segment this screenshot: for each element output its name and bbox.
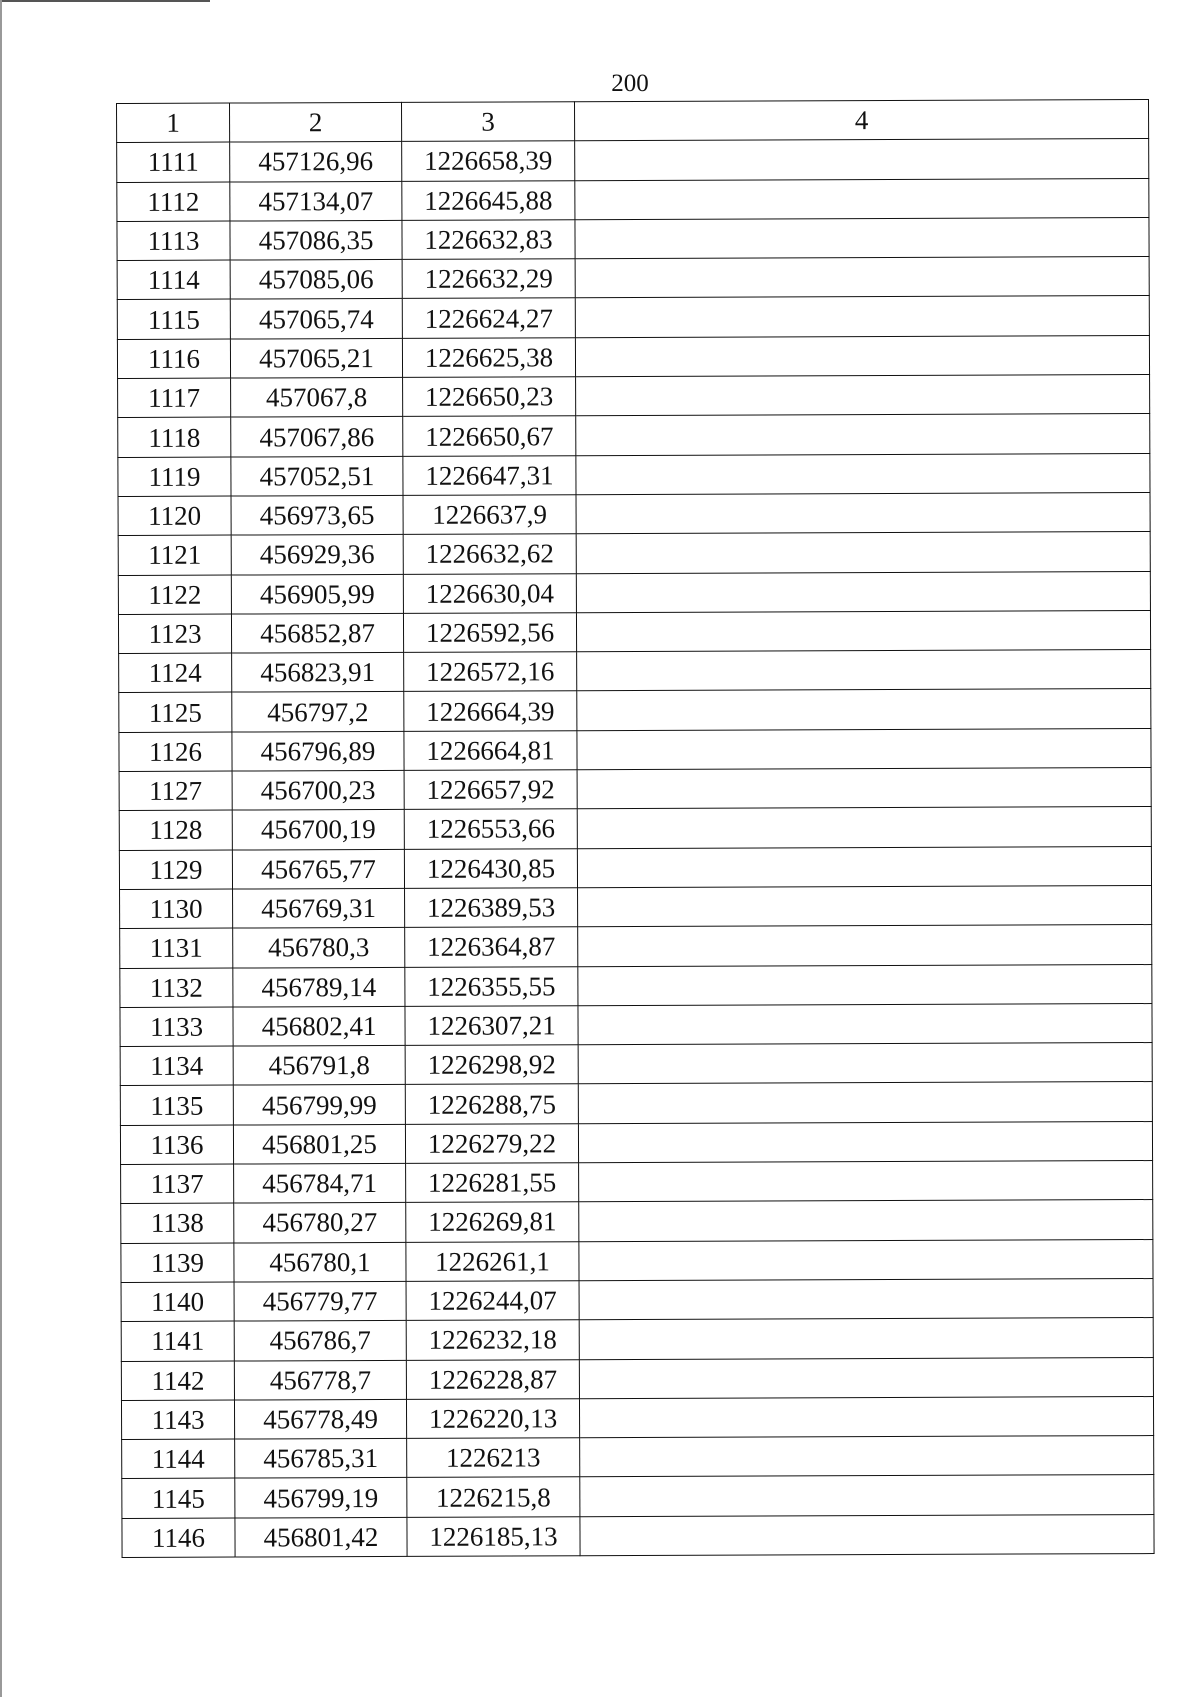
y-coordinate-cell: 1226625,38 xyxy=(402,338,575,378)
table-row xyxy=(118,375,1150,418)
point-number-cell: 1125 xyxy=(119,693,232,733)
point-number-cell: 1136 xyxy=(120,1125,233,1165)
y-coordinate-cell: 1226261,1 xyxy=(406,1241,579,1281)
notes-cell xyxy=(579,1161,1153,1203)
x-coordinate-cell: 456769,31 xyxy=(233,888,405,928)
notes-cell xyxy=(578,885,1152,927)
notes-cell xyxy=(578,925,1152,967)
notes-cell xyxy=(580,1514,1154,1556)
notes-cell xyxy=(577,689,1151,731)
notes-cell xyxy=(578,1082,1152,1124)
notes-cell xyxy=(575,335,1149,377)
y-coordinate-cell: 1226650,67 xyxy=(403,416,576,456)
y-coordinate-cell: 1226215,8 xyxy=(407,1477,580,1517)
y-coordinate-cell: 1226244,07 xyxy=(406,1281,579,1321)
point-number-cell: 1112 xyxy=(117,182,230,222)
point-number-cell: 1141 xyxy=(121,1321,234,1361)
x-coordinate-cell: 456823,91 xyxy=(232,653,404,693)
scan-edge-left xyxy=(0,0,2,1697)
x-coordinate-cell: 456791,8 xyxy=(233,1046,405,1086)
table-row xyxy=(118,571,1150,614)
y-coordinate-cell: 1226658,39 xyxy=(402,141,575,181)
x-coordinate-cell: 456973,65 xyxy=(231,495,403,535)
table-row xyxy=(121,1396,1153,1439)
x-coordinate-cell: 456700,23 xyxy=(232,770,404,810)
notes-cell xyxy=(575,296,1149,338)
notes-cell xyxy=(576,375,1150,417)
notes-cell xyxy=(578,964,1152,1006)
x-coordinate-cell: 456779,77 xyxy=(234,1281,406,1321)
y-coordinate-cell: 1226430,85 xyxy=(404,848,577,888)
point-number-cell: 1135 xyxy=(120,1085,233,1125)
column-header-3: 3 xyxy=(401,102,574,142)
table-row xyxy=(120,925,1152,968)
table-row xyxy=(122,1436,1154,1479)
point-number-cell: 1133 xyxy=(120,1007,233,1047)
notes-cell xyxy=(579,1278,1153,1320)
notes-cell xyxy=(575,217,1149,259)
column-header-1: 1 xyxy=(117,103,230,143)
x-coordinate-cell: 457065,74 xyxy=(230,299,402,339)
point-number-cell: 1139 xyxy=(121,1243,234,1283)
notes-cell xyxy=(576,571,1150,613)
x-coordinate-cell: 456929,36 xyxy=(231,535,403,575)
x-coordinate-cell: 456801,25 xyxy=(233,1124,405,1164)
x-coordinate-cell: 456778,7 xyxy=(234,1360,406,1400)
y-coordinate-cell: 1226632,62 xyxy=(403,534,576,574)
x-coordinate-cell: 456797,2 xyxy=(232,692,404,732)
x-coordinate-cell: 456852,87 xyxy=(231,613,403,653)
coordinates-table-wrapper xyxy=(116,99,1154,1558)
point-number-cell: 1145 xyxy=(122,1478,235,1518)
point-number-cell: 1128 xyxy=(119,810,232,850)
point-number-cell: 1130 xyxy=(120,889,233,929)
point-number-cell: 1131 xyxy=(120,928,233,968)
y-coordinate-cell: 1226364,87 xyxy=(405,927,578,967)
table-row xyxy=(122,1475,1154,1518)
y-coordinate-cell: 1226650,23 xyxy=(403,377,576,417)
notes-cell xyxy=(580,1436,1154,1478)
point-number-cell: 1115 xyxy=(117,300,230,340)
point-number-cell: 1140 xyxy=(121,1282,234,1322)
x-coordinate-cell: 457065,21 xyxy=(230,338,402,378)
x-coordinate-cell: 456780,27 xyxy=(234,1203,406,1243)
x-coordinate-cell: 456784,71 xyxy=(234,1163,406,1203)
y-coordinate-cell: 1226307,21 xyxy=(405,1006,578,1046)
y-coordinate-cell: 1226592,56 xyxy=(403,613,576,653)
x-coordinate-cell: 456778,49 xyxy=(234,1399,406,1439)
y-coordinate-cell: 1226664,39 xyxy=(404,691,577,731)
point-number-cell: 1123 xyxy=(118,614,231,654)
x-coordinate-cell: 456802,41 xyxy=(233,1006,405,1046)
table-row xyxy=(121,1200,1153,1243)
table-row xyxy=(117,217,1149,260)
x-coordinate-cell: 456796,89 xyxy=(232,731,404,771)
x-coordinate-cell: 456785,31 xyxy=(235,1438,407,1478)
y-coordinate-cell: 1226637,9 xyxy=(403,495,576,535)
point-number-cell: 1144 xyxy=(122,1439,235,1479)
x-coordinate-cell: 457052,51 xyxy=(231,456,403,496)
notes-cell xyxy=(577,650,1151,692)
table-row xyxy=(119,807,1151,850)
point-number-cell: 1111 xyxy=(117,142,230,182)
table-row xyxy=(122,1514,1154,1557)
table-row xyxy=(120,1082,1152,1125)
point-number-cell: 1146 xyxy=(122,1518,235,1558)
x-coordinate-cell: 456799,19 xyxy=(235,1478,407,1518)
notes-cell xyxy=(579,1318,1153,1360)
table-row xyxy=(118,414,1150,457)
table-row xyxy=(117,296,1149,339)
y-coordinate-cell: 1226228,87 xyxy=(406,1359,579,1399)
y-coordinate-cell: 1226632,29 xyxy=(402,259,575,299)
point-number-cell: 1137 xyxy=(121,1164,234,1204)
y-coordinate-cell: 1226281,55 xyxy=(406,1163,579,1203)
table-row xyxy=(121,1318,1153,1361)
column-header-4: 4 xyxy=(574,100,1148,142)
x-coordinate-cell: 456905,99 xyxy=(231,574,403,614)
table-row xyxy=(119,768,1151,811)
x-coordinate-cell: 457067,86 xyxy=(231,417,403,457)
point-number-cell: 1142 xyxy=(121,1361,234,1401)
y-coordinate-cell: 1226553,66 xyxy=(404,809,577,849)
x-coordinate-cell: 457086,35 xyxy=(230,220,402,260)
x-coordinate-cell: 457067,8 xyxy=(231,377,403,417)
y-coordinate-cell: 1226572,16 xyxy=(404,652,577,692)
y-coordinate-cell: 1226232,18 xyxy=(406,1320,579,1360)
point-number-cell: 1126 xyxy=(119,732,232,772)
notes-cell xyxy=(576,493,1150,535)
point-number-cell: 1118 xyxy=(118,417,231,457)
y-coordinate-cell: 1226632,83 xyxy=(402,220,575,260)
table-row xyxy=(118,453,1150,496)
notes-cell xyxy=(577,846,1151,888)
table-row xyxy=(119,846,1151,889)
x-coordinate-cell: 456765,77 xyxy=(232,849,404,889)
table-row xyxy=(119,728,1151,771)
notes-cell xyxy=(579,1239,1153,1281)
table-row xyxy=(119,689,1151,732)
table-header-row xyxy=(117,100,1149,143)
x-coordinate-cell: 456700,19 xyxy=(232,810,404,850)
coordinates-table xyxy=(116,99,1155,1558)
table-row xyxy=(117,335,1149,378)
notes-cell xyxy=(575,257,1149,299)
point-number-cell: 1119 xyxy=(118,457,231,497)
x-coordinate-cell: 457134,07 xyxy=(230,181,402,221)
x-coordinate-cell: 456801,42 xyxy=(235,1517,407,1557)
table-body xyxy=(117,139,1154,1558)
point-number-cell: 1127 xyxy=(119,771,232,811)
table-row xyxy=(120,885,1152,928)
scan-edge-top xyxy=(0,0,210,2)
table-row xyxy=(120,1003,1152,1046)
notes-cell xyxy=(577,768,1151,810)
table-row xyxy=(119,650,1151,693)
y-coordinate-cell: 1226657,92 xyxy=(404,770,577,810)
table-row xyxy=(117,178,1149,221)
notes-cell xyxy=(579,1200,1153,1242)
table-row xyxy=(121,1278,1153,1321)
y-coordinate-cell: 1226630,04 xyxy=(403,573,576,613)
y-coordinate-cell: 1226279,22 xyxy=(405,1123,578,1163)
y-coordinate-cell: 1226645,88 xyxy=(402,180,575,220)
y-coordinate-cell: 1226269,81 xyxy=(406,1202,579,1242)
point-number-cell: 1120 xyxy=(118,496,231,536)
notes-cell xyxy=(578,1121,1152,1163)
point-number-cell: 1124 xyxy=(119,653,232,693)
notes-cell xyxy=(576,414,1150,456)
x-coordinate-cell: 456780,3 xyxy=(233,928,405,968)
point-number-cell: 1114 xyxy=(117,260,230,300)
y-coordinate-cell: 1226647,31 xyxy=(403,455,576,495)
notes-cell xyxy=(576,610,1150,652)
notes-cell xyxy=(578,1043,1152,1085)
x-coordinate-cell: 456780,1 xyxy=(234,1242,406,1282)
notes-cell xyxy=(577,807,1151,849)
point-number-cell: 1138 xyxy=(121,1203,234,1243)
y-coordinate-cell: 1226298,92 xyxy=(405,1045,578,1085)
notes-cell xyxy=(577,728,1151,770)
y-coordinate-cell: 1226664,81 xyxy=(404,730,577,770)
y-coordinate-cell: 1226355,55 xyxy=(405,966,578,1006)
notes-cell xyxy=(580,1475,1154,1517)
point-number-cell: 1129 xyxy=(119,850,232,890)
point-number-cell: 1117 xyxy=(118,378,231,418)
x-coordinate-cell: 456786,7 xyxy=(234,1321,406,1361)
x-coordinate-cell: 456799,99 xyxy=(233,1085,405,1125)
y-coordinate-cell: 1226389,53 xyxy=(405,888,578,928)
table-row xyxy=(120,1121,1152,1164)
x-coordinate-cell: 457085,06 xyxy=(230,260,402,300)
x-coordinate-cell: 457126,96 xyxy=(230,142,402,182)
point-number-cell: 1116 xyxy=(117,339,230,379)
x-coordinate-cell: 456789,14 xyxy=(233,967,405,1007)
table-row xyxy=(118,532,1150,575)
point-number-cell: 1121 xyxy=(118,535,231,575)
table-row xyxy=(121,1239,1153,1282)
notes-cell xyxy=(575,178,1149,220)
y-coordinate-cell: 1226288,75 xyxy=(405,1084,578,1124)
table-row xyxy=(118,493,1150,536)
notes-cell xyxy=(576,532,1150,574)
y-coordinate-cell: 1226213 xyxy=(407,1438,580,1478)
table-row xyxy=(117,139,1149,182)
y-coordinate-cell: 1226220,13 xyxy=(406,1399,579,1439)
point-number-cell: 1134 xyxy=(120,1046,233,1086)
table-row xyxy=(120,1043,1152,1086)
column-header-2: 2 xyxy=(230,102,402,142)
notes-cell xyxy=(579,1357,1153,1399)
point-number-cell: 1143 xyxy=(121,1400,234,1440)
table-row xyxy=(120,964,1152,1007)
table-row xyxy=(118,610,1150,653)
point-number-cell: 1113 xyxy=(117,221,230,261)
notes-cell xyxy=(576,453,1150,495)
y-coordinate-cell: 1226624,27 xyxy=(402,298,575,338)
y-coordinate-cell: 1226185,13 xyxy=(407,1516,580,1556)
notes-cell xyxy=(575,139,1149,181)
table-row xyxy=(117,257,1149,300)
table-row xyxy=(121,1161,1153,1204)
table-row xyxy=(121,1357,1153,1400)
notes-cell xyxy=(578,1003,1152,1045)
notes-cell xyxy=(579,1396,1153,1438)
page-number: 200 xyxy=(611,70,649,97)
point-number-cell: 1132 xyxy=(120,968,233,1008)
point-number-cell: 1122 xyxy=(118,575,231,615)
